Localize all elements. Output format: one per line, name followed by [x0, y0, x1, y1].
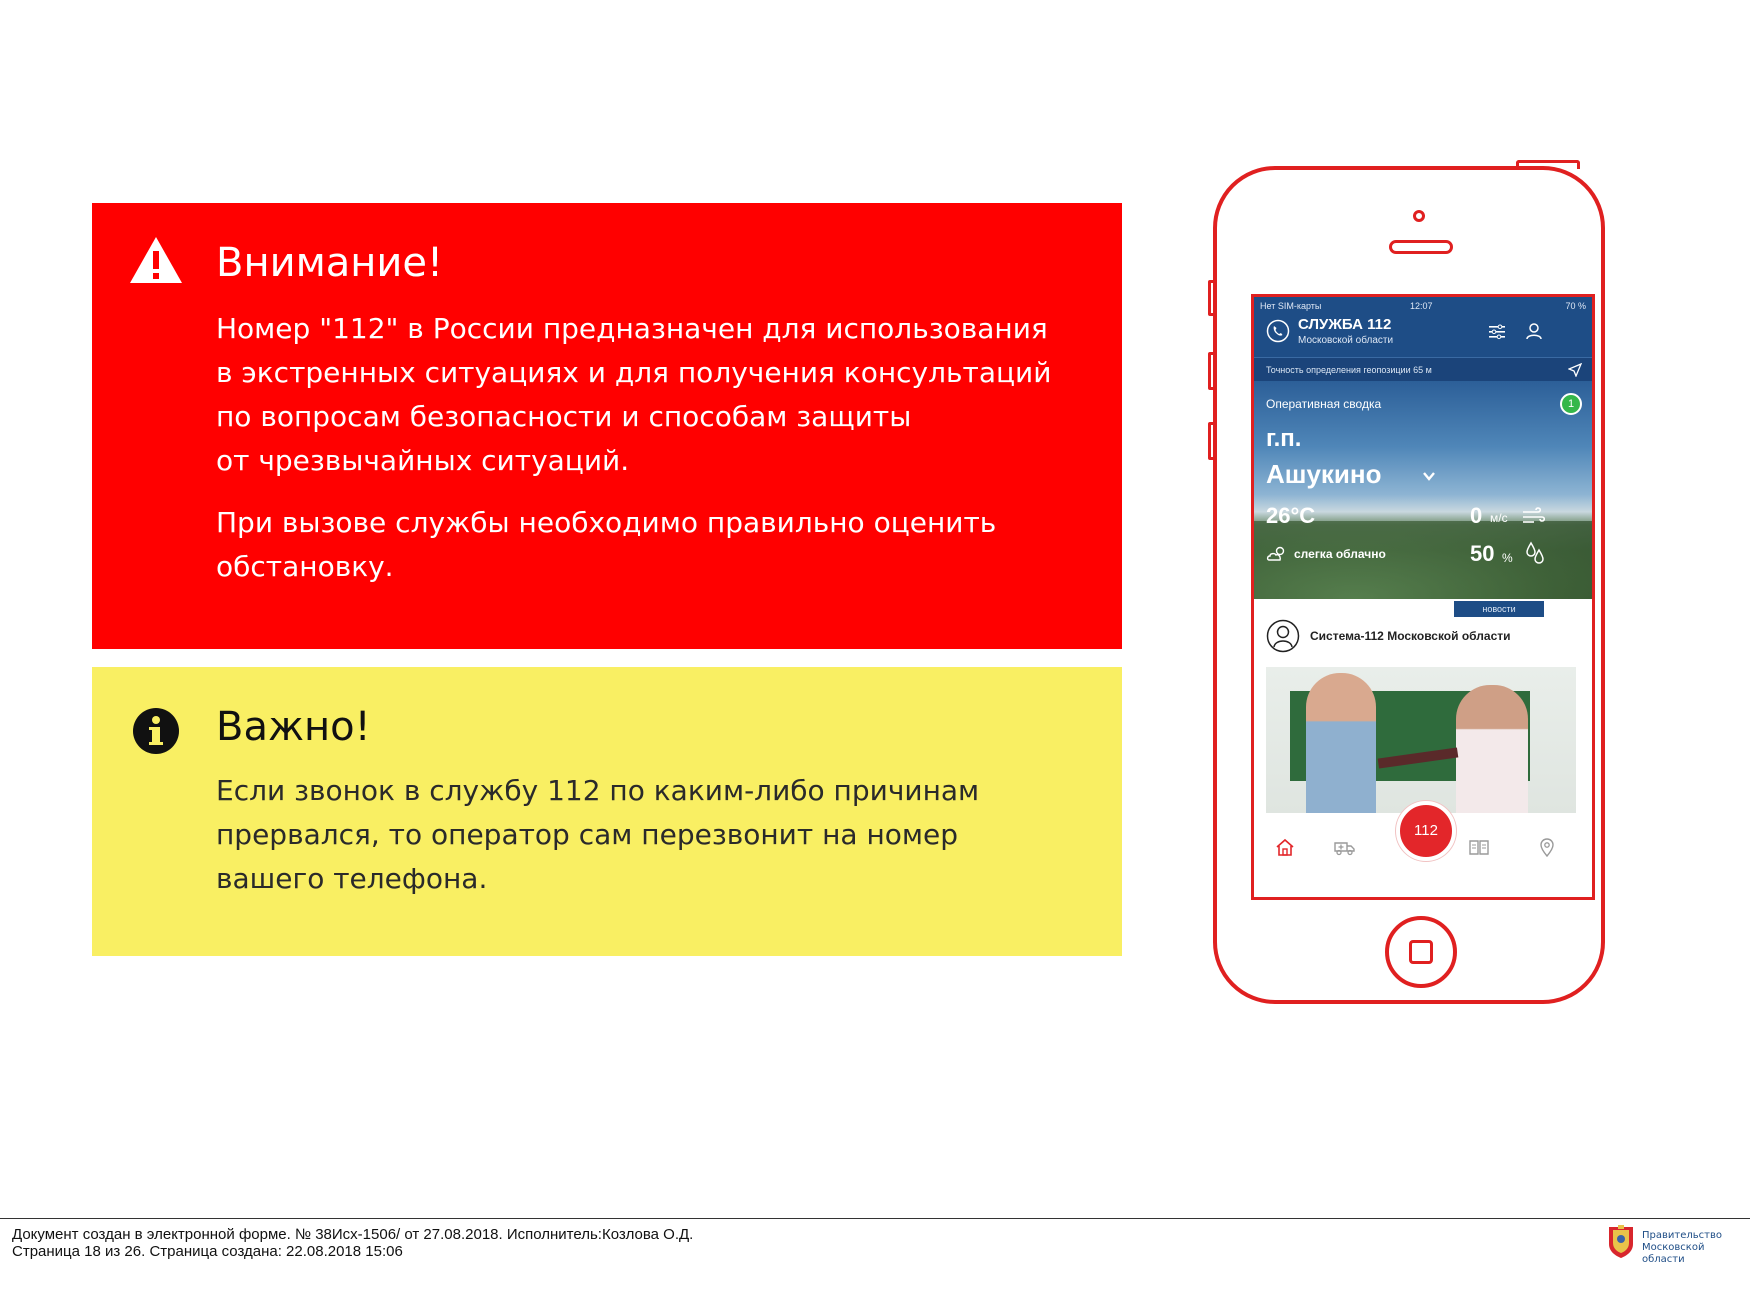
phone-speaker — [1389, 240, 1453, 254]
phone-handset-icon — [1266, 319, 1290, 343]
summary-label: Оперативная сводка — [1266, 397, 1382, 411]
important-paragraph: Если звонок в службу 112 по каким-либо причинам прервался, то оператор сам перезвонит на номер вашего телефона. — [216, 774, 980, 895]
map-pin-icon[interactable] — [1536, 837, 1558, 857]
guide-book-icon[interactable] — [1468, 837, 1490, 857]
bottom-tab-bar — [1254, 821, 1592, 897]
summary-count-badge[interactable]: 1 — [1560, 393, 1582, 415]
geo-accuracy-text: Точность определения геопозиции 65 м — [1266, 365, 1432, 375]
important-panel — [92, 667, 1122, 956]
footer-divider — [0, 1218, 1750, 1219]
weather-summary-card[interactable] — [1254, 381, 1592, 599]
call-112-button[interactable]: 112 — [1396, 801, 1456, 861]
footer-page-info: Страница 18 из 26. Страница создана: 22.08.2018 15:06 — [12, 1243, 403, 1260]
status-bar — [1260, 300, 1586, 312]
phone-mockup — [1208, 160, 1616, 1010]
status-battery: 70 % — [1565, 301, 1586, 311]
app-title: СЛУЖБА 112 — [1298, 316, 1392, 333]
user-avatar-icon — [1266, 619, 1300, 653]
weather-description: слегка облачно — [1294, 547, 1386, 561]
status-carrier: Нет SIM-карты — [1260, 301, 1322, 311]
humidity-drops-icon — [1524, 541, 1546, 565]
news-source-name[interactable]: Система-112 Московской области — [1310, 629, 1511, 643]
photo-person-left — [1306, 673, 1376, 813]
phone-body — [1213, 166, 1605, 1004]
status-time: 12:07 — [1410, 301, 1433, 311]
city-selector[interactable]: Ашукино — [1266, 459, 1382, 489]
news-photo[interactable] — [1266, 667, 1576, 813]
warning-paragraph-2: При вызове службы необходимо правильно оценить обстановку. — [216, 506, 997, 583]
home-icon[interactable] — [1274, 837, 1296, 857]
phone-camera — [1413, 210, 1425, 222]
app-header — [1254, 297, 1592, 357]
humidity-value: 50 — [1470, 541, 1495, 566]
wind-unit: м/с — [1490, 511, 1508, 525]
important-title: Важно! — [216, 704, 371, 750]
city-prefix: г.п. — [1266, 425, 1302, 452]
news-tab[interactable]: новости — [1454, 601, 1544, 617]
wind-icon — [1522, 505, 1546, 527]
government-name: Правительство Московской области — [1642, 1230, 1722, 1265]
photo-person-right — [1456, 685, 1528, 813]
warning-paragraph-1: Номер "112" в России предназначен для использования в экстренных ситуациях и для получения консультаций по вопросам безопасности и способам защиты от чрезвычайных ситуаций. — [216, 312, 1052, 477]
app-subtitle: Московской области — [1298, 335, 1394, 346]
ambulance-icon[interactable] — [1334, 837, 1356, 857]
phone-screen — [1251, 294, 1595, 900]
filter-menu-icon[interactable] — [1488, 324, 1506, 340]
phone-home-button — [1385, 916, 1457, 988]
location-arrow-icon[interactable] — [1568, 363, 1582, 377]
info-circle-icon — [128, 703, 184, 759]
warning-triangle-icon — [128, 233, 184, 289]
profile-icon[interactable] — [1524, 321, 1544, 341]
coat-of-arms-icon — [1606, 1224, 1636, 1260]
footer-document-info: Документ создан в электронной форме. № 38Исх-1506/ от 27.08.2018. Исполнитель:Козлова О.Д. — [12, 1226, 694, 1243]
chevron-down-icon[interactable] — [1422, 469, 1436, 483]
warning-panel — [92, 203, 1122, 649]
home-button-square — [1409, 940, 1433, 964]
humidity-unit: % — [1502, 551, 1513, 565]
wind-value: 0 — [1470, 503, 1483, 528]
partly-cloudy-icon — [1266, 545, 1288, 563]
news-section — [1254, 599, 1592, 821]
temperature-value: 26°C — [1266, 503, 1316, 528]
warning-title: Внимание! — [216, 240, 444, 286]
geo-accuracy-bar — [1254, 357, 1592, 382]
